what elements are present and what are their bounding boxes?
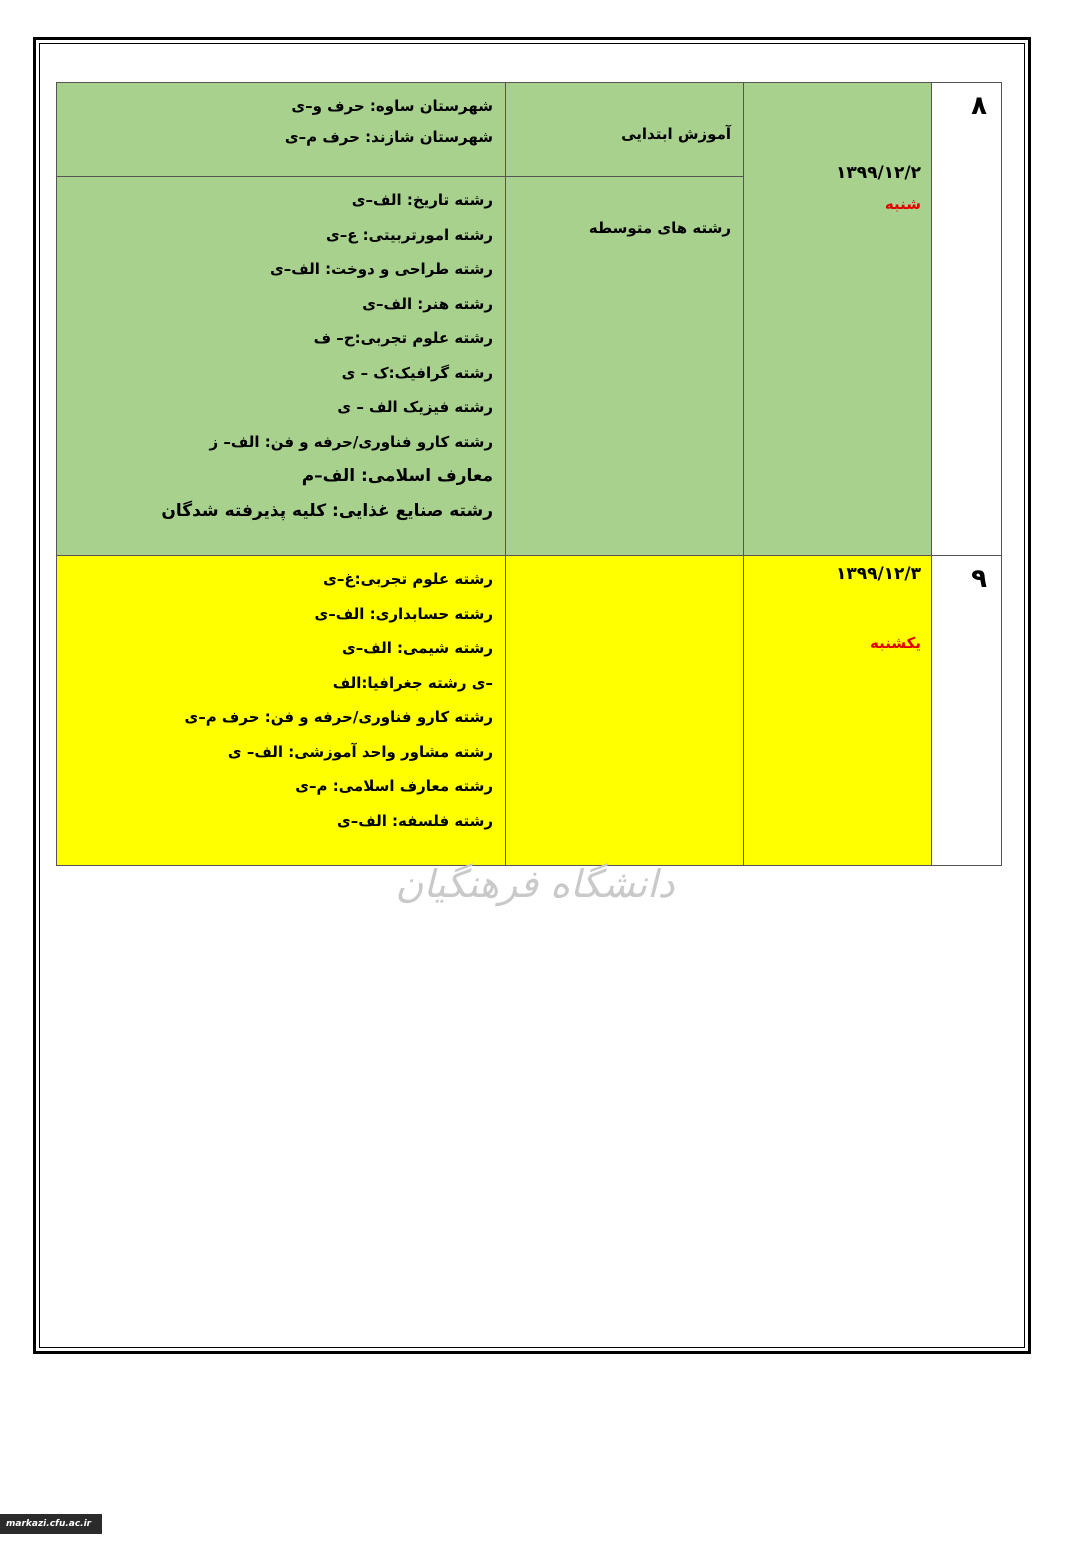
exam-day: یکشنبه xyxy=(870,634,921,652)
group-lines xyxy=(65,91,493,153)
list-item: –ی رشته جغرافیا:الف xyxy=(332,673,493,692)
row-8-group-2-label-cell xyxy=(505,176,744,556)
group-lines xyxy=(65,183,493,528)
row-8-group-1-content-cell xyxy=(56,82,506,177)
row-8-group-1-label-cell xyxy=(505,82,744,177)
list-item: رشته علوم تجربی:ح– ف xyxy=(313,329,493,347)
list-item: رشته معارف اسلامی: م–ی xyxy=(295,777,493,795)
exam-date: ۱۳۹۹/۱۲/۲ xyxy=(835,163,921,183)
list-item: رشته کارو فناوری/حرفه و فن: الف– ز xyxy=(209,432,493,451)
list-item: رشته فلسفه: الف–ی xyxy=(336,811,493,830)
list-item: رشته امورتربیتی: ع–ی xyxy=(325,225,493,244)
list-item: رشته تاریخ: الف–ی xyxy=(351,191,493,209)
list-item: معارف اسلامی: الف–م xyxy=(301,466,493,486)
row-8-date-cell xyxy=(743,82,932,556)
row-9-group-content-cell xyxy=(56,555,506,866)
row-number: ۸ xyxy=(971,91,987,121)
list-item: شهرستان ساوه: حرف و–ی xyxy=(291,97,493,115)
group-label: آموزش ابتدایی xyxy=(621,125,731,143)
list-item: رشته طراحی و دوخت: الف–ی xyxy=(269,260,493,278)
group-label: رشته های متوسطه xyxy=(588,219,731,237)
list-item: شهرستان شازند: حرف م–ی xyxy=(284,128,493,146)
group-lines xyxy=(65,562,493,838)
exam-day: شنبه xyxy=(884,195,921,213)
list-item: رشته شیمی: الف–ی xyxy=(341,639,493,657)
exam-date: ۱۳۹۹/۱۲/۳ xyxy=(835,564,921,584)
list-item: رشته گرافیک:ک – ی xyxy=(341,363,493,382)
list-item: رشته فیزیک الف – ی xyxy=(337,398,493,416)
row-9-group-label-cell xyxy=(505,555,744,866)
list-item: رشته هنر: الف–ی xyxy=(362,294,493,313)
site-url-badge[interactable]: markazi.cfu.ac.ir xyxy=(0,1514,102,1534)
list-item: رشته کارو فناوری/حرفه و فن: حرف م–ی xyxy=(184,708,493,726)
row-8-group-2-content-cell xyxy=(56,176,506,556)
row-9-number-cell xyxy=(931,555,1002,866)
list-item: رشته صنایع غذایی: کلیه پذیرفته شدگان xyxy=(161,500,493,521)
row-8-number-cell xyxy=(931,82,1002,556)
row-9-date-cell xyxy=(743,555,932,866)
university-watermark: دانشگاه فرهنگیان xyxy=(395,862,675,906)
row-number: ۹ xyxy=(971,564,987,594)
list-item: رشته علوم تجربی:غ–ی xyxy=(323,570,493,588)
list-item: رشته مشاور واحد آموزشی: الف– ی xyxy=(227,742,493,761)
list-item: رشته حسابداری: الف–ی xyxy=(314,604,493,623)
